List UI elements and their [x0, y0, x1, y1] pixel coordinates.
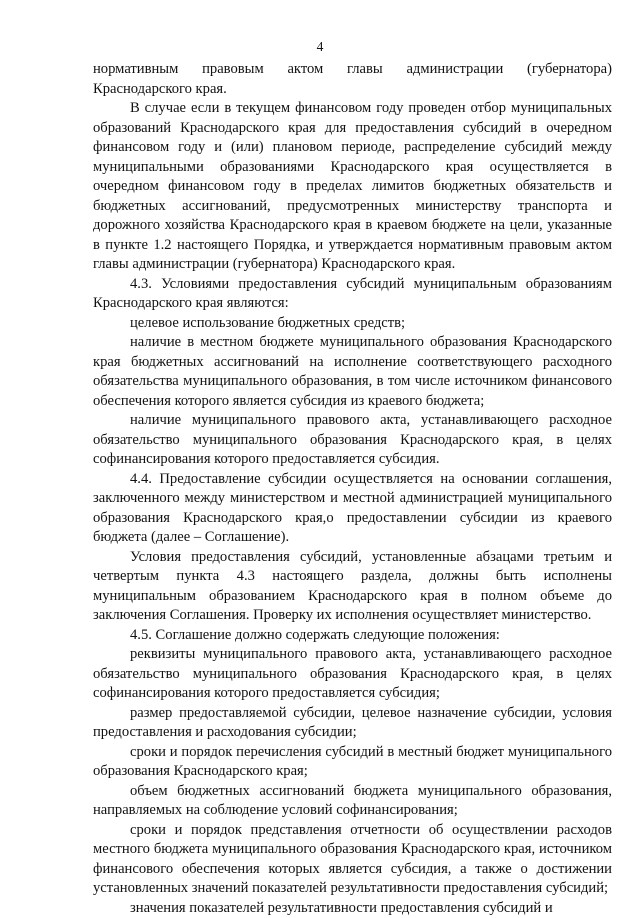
document-body	[93, 60, 612, 918]
paragraph-selection-distribution: В случае если в текущем финансовом году проведен отбор муниципальных образований Краснодарского края для предоставления субсидий в очередном финансовом году и (или) плановом периоде, распределение субсидий между муниципальными образованиями Краснодарского края осуществляется в очередном финансовом году в пределах лимитов бюджетных обязательств и бюджетных ассигнований, предусмотренных министерству транспорта и дорожного хозяйства Краснодарского края в краевом бюджете на цели, указанные в пункте 1.2 настоящего Порядка, и утверждается нормативным правовым актом главы администрации (губернатора) Краснодарского края.	[93, 99, 612, 275]
page-number: 4	[0, 38, 640, 56]
paragraph-4-5-item-6: значения показателей результативности предоставления субсидий и	[93, 899, 612, 918]
paragraph-4-5-item-3: сроки и порядок перечисления субсидий в местный бюджет муниципального образования Краснодарского края;	[93, 743, 612, 782]
paragraph-4-5-item-5: сроки и порядок представления отчетности об осуществлении расходов местного бюджета муниципального образования Краснодарского края, источником финансового обеспечения которых является субсидия, а также о достижении установленных значений показателей результативности предоставления субсидий;	[93, 821, 612, 899]
paragraph-4-3-item-2: наличие в местном бюджете муниципального образования Краснодарского края бюджетных ассигнований на исполнение соответствующего расходного обязательства муниципального образования, в том числе источником финансового обеспечения которого является субсидия из краевого бюджета;	[93, 333, 612, 411]
paragraph-4-4: 4.4. Предоставление субсидии осуществляется на основании соглашения, заключенного между министерством и местной администрацией муниципального образования Краснодарского края,о предоставлении субсидии из краевого бюджета (далее – Соглашение).	[93, 470, 612, 548]
paragraph-4-5-heading: 4.5. Соглашение должно содержать следующие положения:	[93, 626, 612, 646]
paragraph-4-4-conditions: Условия предоставления субсидий, установленные абзацами третьим и четвертым пункта 4.3 настоящего раздела, должны быть исполнены муниципальным образованием Краснодарского края в полном объеме до заключения Соглашения. Проверку их исполнения осуществляет министерство.	[93, 548, 612, 626]
paragraph-continuation: нормативным правовым актом главы администрации (губернатора) Краснодарского края.	[93, 60, 612, 99]
paragraph-4-5-item-2: размер предоставляемой субсидии, целевое назначение субсидии, условия предоставления и расходования субсидии;	[93, 704, 612, 743]
paragraph-4-3-heading: 4.3. Условиями предоставления субсидий муниципальным образованиям Краснодарского края являются:	[93, 275, 612, 314]
paragraph-4-5-item-4: объем бюджетных ассигнований бюджета муниципального образования, направляемых на соблюдение условий софинансирования;	[93, 782, 612, 821]
paragraph-4-5-item-1: реквизиты муниципального правового акта, устанавливающего расходное обязательство муниципального образования Краснодарского края, в целях софинансирования которого предоставляется субсидия;	[93, 645, 612, 704]
paragraph-4-3-item-1: целевое использование бюджетных средств;	[93, 314, 612, 334]
paragraph-4-3-item-3: наличие муниципального правового акта, устанавливающего расходное обязательство муниципального образования Краснодарского края, в целях софинансирования которого предоставляется субсидия.	[93, 411, 612, 470]
